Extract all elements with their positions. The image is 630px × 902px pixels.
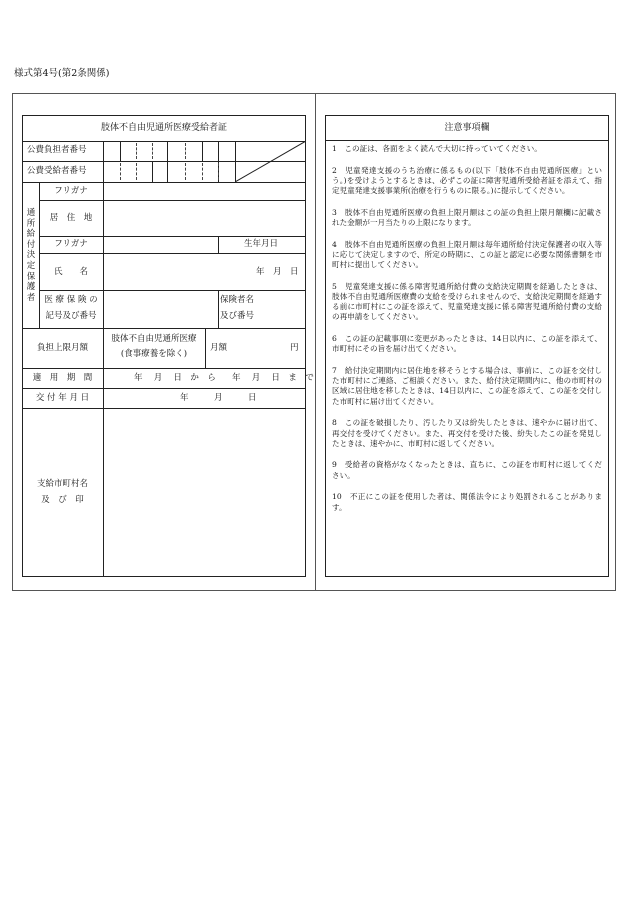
notes-title: 注意事項欄	[326, 116, 608, 141]
guardian-vertical-label: 通 所 給 付 決 定 保 護 者	[26, 208, 36, 303]
note-item: 1 この証は、各面をよく読んで大切に持っていてください。	[332, 144, 542, 153]
yen-unit: 円	[290, 343, 299, 353]
furigana2-label: フリガナ	[54, 239, 88, 249]
note-item: 9 受給者の資格がなくなったときは、直ちに、この証を市町村に返してください。	[332, 460, 602, 480]
municipality-label-2: 及 び 印	[41, 495, 84, 505]
note-item: 8 この証を破損したり、汚したり又は紛失したときは、速やかに届け出て、再交付を受けてください。また、再交付を受けた後、紛失したこの証を発見したときは、速やかに、市町村に返してください。	[332, 418, 602, 448]
issue-date-value: 年 月 日	[180, 393, 257, 403]
form-caption: 様式第4号(第2条関係)	[14, 68, 110, 79]
void-diagonal	[235, 141, 306, 182]
limit-desc-2: (食事療養を除く)	[120, 349, 188, 359]
birthdate-ymd: 年 月 日	[256, 267, 299, 277]
note-item: 10 不正にこの証を使用した者は、関係法令により処罰されることがあります。	[332, 492, 602, 512]
name-label: 氏 名	[53, 267, 88, 277]
insurance-label-2: 記号及び番号	[45, 311, 97, 321]
note-item: 4 肢体不自由児通所医療の負担上限月額は毎年通所給付決定保護者の収入等に応じて決定しますので、所定の時期に、この証と認定に必要な関係書類を市町村に提出してください。	[332, 239, 602, 270]
monthly-label: 月額	[210, 343, 228, 353]
period-label: 適 用 期 間	[32, 373, 93, 383]
public-recipient-no-label: 公費受給者番号	[27, 166, 87, 176]
limit-desc-1: 肢体不自由児通所医療	[111, 334, 197, 344]
note-item: 3 肢体不自由児通所医療の負担上限月額はこの証の負担上限月額欄に記載された金額が一月当たりの上限になります。	[332, 207, 602, 228]
fold-line	[315, 93, 316, 591]
public-payer-no-label: 公費負担者番号	[27, 145, 87, 155]
notes-card	[325, 115, 609, 577]
address-label: 居 住 地	[49, 213, 93, 223]
furigana-label: フリガナ	[54, 186, 88, 196]
period-to: 年 月 日 ま で	[232, 373, 314, 383]
period-from: 年 月 日 か ら	[134, 373, 216, 383]
note-item: 7 給付決定期間内に居住地を移そうとする場合は、事前に、この証を交付した市町村にご連絡、ご相談ください。また、給付決定期間内に、他の市町村の区域に居住地を移したときは、14日以内に、この証を添えて、この証を交付した市町村に届け出てください。	[332, 366, 602, 406]
note-item: 2 児童発達支援のうち治療に係るもの(以下「肢体不自由児通所医療」という。)を受けようとするときは、必ずこの証に障害児通所受給者証を添えて、指定児童発達支援事業所(治療を行うものに限る。)に提示してください。	[332, 165, 602, 196]
insurance-label-1: 医 療 保 険 の	[44, 295, 98, 305]
card-title: 肢体不自由児通所医療受給者証	[100, 123, 227, 133]
note-item: 5 児童発達支援に係る障害児通所給付費の支給決定期間を経過したときは、肢体不自由児通所医療費の支給を受けられませんので、支給決定期間を経過する前に市町村にこの証を添えて、児童発達支援に係る障害児通所給付費の支給の再申請をしてください。	[332, 281, 602, 322]
limit-label: 負担上限月額	[36, 343, 88, 353]
municipality-label-1: 支給市町村名	[36, 479, 88, 489]
birthdate-label: 生年月日	[244, 239, 279, 249]
issue-date-label: 交 付 年 月 日	[35, 393, 90, 403]
note-item: 6 この証の記載事項に変更があったときは、14日以内に、この証を添えて、市町村にその旨を届け出てください。	[332, 334, 602, 354]
insurer-label-2: 及び番号	[220, 311, 255, 321]
notes-list	[332, 144, 602, 524]
insurer-label-1: 保険者名	[220, 295, 255, 305]
